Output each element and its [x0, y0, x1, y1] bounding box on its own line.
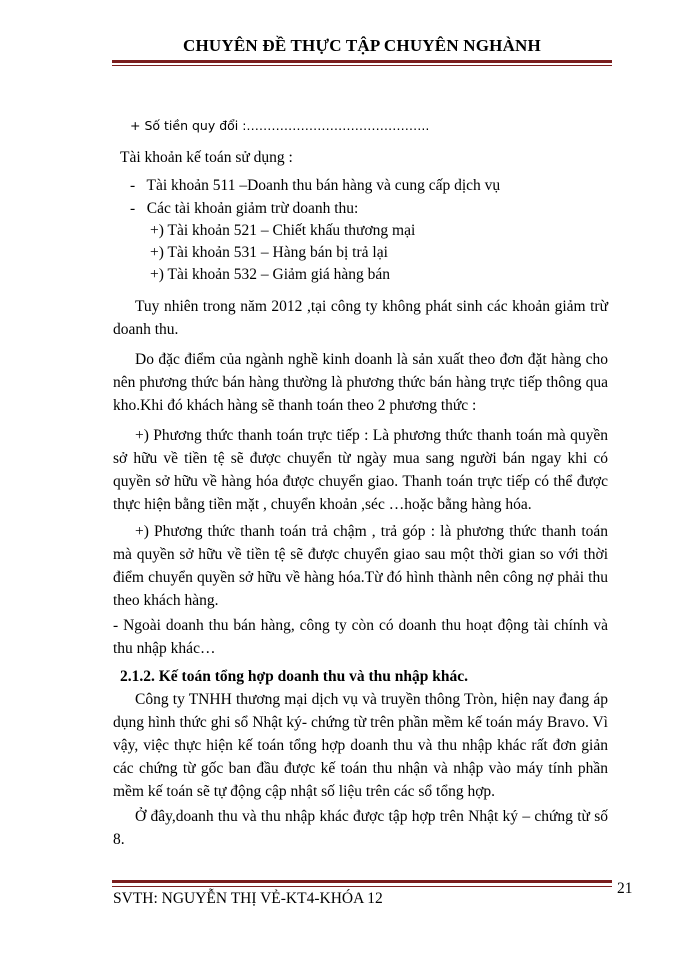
- bullet-account-511: - Tài khoản 511 –Doanh thu bán hàng và cung cấp dịch vụ: [130, 177, 501, 194]
- paragraph-sales-method: Do đặc điểm của ngành nghề kinh doanh là sản xuất theo đơn đặt hàng cho nên phương thức bán hàng thường là phương thức bán hàng trực tiếp thông qua kho.Khi đó khách hàng sẽ thanh toán theo 2 phương thức :: [113, 351, 608, 414]
- footer-rule-thin: [112, 886, 612, 887]
- footer-rule-thick: [112, 880, 612, 883]
- header-rule-thin: [112, 65, 612, 66]
- header-rule-thick: [112, 60, 612, 63]
- paragraph-deferred-payment: +) Phương thức thanh toán trả chậm , trả góp : là phương thức thanh toán mà quyền sở hữu về tiền tệ sẽ được chuyển giao sau một thời gian so với thời điểm chuyển quyền sở hữu về hàng hóa.Từ đó hình thành nên công nợ phải thu theo khách hàng.: [113, 523, 608, 609]
- page-header-title: CHUYÊN ĐỀ THỰC TẬP CHUYÊN NGHÀNH: [183, 36, 541, 55]
- paragraph-direct-payment: +) Phương thức thanh toán trực tiếp : Là phương thức thanh toán mà quyền sở hữu về tiền tệ sẽ được chuyển từ ngày mua sang người bán ngay khi có quyền sở hữu về hàng hóa được chuyển giao. Thanh toán trực tiếp có thể được thực hiện bằng tiền mặt , chuyển khoản ,séc …hoặc bằng hàng hóa.: [113, 427, 608, 513]
- paragraph-journal-voucher: Ở đây,doanh thu và thu nhập khác được tập hợp trên Nhật ký – chứng từ số 8.: [113, 808, 608, 848]
- paragraph-company-bravo: Công ty TNHH thương mại dịch vụ và truyền thông Tròn, hiện nay đang áp dụng hình thức ghi sổ Nhật ký- chứng từ trên phần mềm kế toán máy Bravo. Vì vậy, việc thực hiện kế toán tổng hợp doanh thu và thu nhập khác rất đơn giản các chứng từ gốc ban đầu được kế toán thu nhận và nhập vào máy tính phần mềm kế toán sẽ tự động cập nhật số liệu trên các sổ tổng hợp.: [113, 691, 608, 800]
- sub-account-532: +) Tài khoản 532 – Giảm giá hàng bán: [150, 266, 391, 283]
- section-heading-2-1-2: 2.1.2. Kế toán tổng hợp doanh thu và thu nhập khác.: [120, 668, 468, 685]
- sub-account-521: +) Tài khoản 521 – Chiết khấu thương mại: [150, 222, 416, 239]
- sub-account-531: +) Tài khoản 531 – Hàng bán bị trả lại: [150, 244, 388, 261]
- page-number: 21: [617, 880, 633, 897]
- paragraph-other-income: - Ngoài doanh thu bán hàng, công ty còn có doanh thu hoạt động tài chính và thu nhập khác…: [113, 617, 608, 657]
- accounts-heading: Tài khoản kế toán sử dụng :: [120, 149, 293, 166]
- exchange-amount-line: + Số tiền quy đổi :……………………………………..: [130, 118, 430, 133]
- paragraph-no-deductions: Tuy nhiên trong năm 2012 ,tại công ty không phát sinh các khoản giảm trừ doanh thu.: [113, 298, 608, 338]
- bullet-deduction-accounts: - Các tài khoản giảm trừ doanh thu:: [130, 200, 359, 217]
- footer-author: SVTH: NGUYỄN THỊ VẺ-KT4-KHÓA 12: [113, 890, 383, 907]
